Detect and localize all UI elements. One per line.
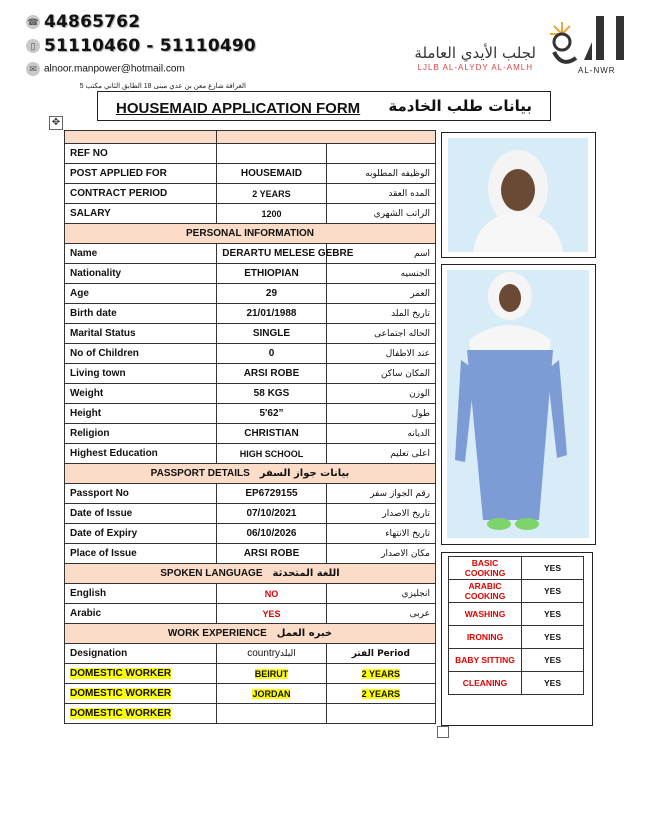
company-logo	[540, 12, 645, 74]
row-arabic: اعلى تعليم	[326, 444, 435, 464]
row-arabic: العمر	[326, 284, 435, 304]
work-country: BEIRUT	[254, 668, 289, 679]
post-arabic: الوظيفه المطلوبه	[326, 164, 435, 184]
ref-no-value	[217, 144, 326, 164]
skill-row	[449, 580, 584, 603]
row-arabic: الوزن	[326, 384, 435, 404]
table-row	[65, 604, 436, 624]
work-col-period: Period	[377, 648, 410, 659]
table-row	[65, 504, 436, 524]
passport-header-english: PASSPORT DETAILS	[150, 468, 250, 479]
row-arabic: اسم	[326, 244, 435, 264]
mobile-icon: ▯	[26, 39, 40, 53]
row-arabic: عند الاطفال	[326, 344, 435, 364]
row-value: HIGH SCHOOL	[217, 444, 326, 464]
portrait-photo	[448, 138, 588, 252]
ref-no-row	[65, 144, 436, 164]
work-header-arabic: خبره العمل	[276, 628, 333, 639]
work-period: 2 YEARS	[361, 688, 400, 699]
work-country: JORDAN	[252, 688, 291, 699]
salary-label: SALARY	[65, 204, 217, 224]
full-body-photo-frame	[441, 264, 596, 545]
work-section	[65, 664, 436, 724]
skill-row	[449, 626, 584, 649]
application-table	[64, 130, 436, 724]
row-value: 5'62”	[217, 404, 326, 424]
contract-value: 2 YEARS	[217, 184, 326, 204]
row-arabic: تاريخ الانتهاء	[326, 524, 435, 544]
row-value: 0	[217, 344, 326, 364]
address-text: الغرافة شارع معن بن عدي مبنى 18 الطابق الثاني مكتب 5	[79, 83, 246, 90]
personal-header: PERSONAL INFORMATION	[65, 224, 436, 244]
row-label: Nationality	[65, 264, 217, 284]
work-header-english: WORK EXPERIENCE	[167, 628, 267, 639]
row-label: Marital Status	[65, 324, 217, 344]
row-value: ETHIOPIAN	[217, 264, 326, 284]
move-handle-icon[interactable]: ✥	[49, 116, 63, 130]
ref-no-label: REF NO	[65, 144, 217, 164]
phone-icon: ☎	[27, 17, 39, 27]
row-label: Birth date	[65, 304, 217, 324]
row-label: Name	[65, 244, 217, 264]
row-arabic: مكان الاصدار	[326, 544, 435, 564]
post-label: POST APPLIED FOR	[65, 164, 217, 184]
portrait-illustration	[448, 138, 588, 252]
personal-header-row	[65, 224, 436, 244]
row-arabic: الجنسيه	[326, 264, 435, 284]
row-label: Highest Education	[65, 444, 217, 464]
skills-table	[448, 556, 584, 695]
row-arabic: رقم الجواز سفر	[326, 484, 435, 504]
contract-label: CONTRACT PERIOD	[65, 184, 217, 204]
row-label: Place of Issue	[65, 544, 217, 564]
skill-row	[449, 603, 584, 626]
form-title-box	[97, 91, 551, 121]
row-label: Height	[65, 404, 217, 424]
phone-alt-text: 51110460 - 51110490	[44, 36, 256, 56]
table-row	[65, 364, 436, 384]
row-arabic: الديانه	[326, 424, 435, 444]
row-value: 58 KGS	[217, 384, 326, 404]
table-row	[65, 584, 436, 604]
skill-row	[449, 557, 584, 580]
row-label: No of Children	[65, 344, 217, 364]
work-col-country: country	[247, 648, 281, 659]
contract-row	[65, 184, 436, 204]
work-designation: DOMESTIC WORKER	[70, 668, 172, 679]
row-label: English	[65, 584, 217, 604]
work-header-row	[65, 624, 436, 644]
row-arabic: طول	[326, 404, 435, 424]
row-arabic: عربى	[326, 604, 435, 624]
skill-name: BASIC COOKING	[449, 557, 522, 580]
work-designation: DOMESTIC WORKER	[70, 688, 172, 699]
table-row	[65, 524, 436, 544]
table-row	[65, 344, 436, 364]
form-title-english: HOUSEMAID APPLICATION FORM	[116, 100, 361, 117]
skill-value: YES	[522, 603, 584, 626]
contract-arabic: المده العقد	[326, 184, 435, 204]
work-columns-row	[65, 644, 436, 664]
logo-brand-text: AL-NWR	[578, 66, 616, 75]
passport-header-row	[65, 464, 436, 484]
row-value: NO	[217, 584, 326, 604]
language-header-arabic: اللغة المتحدثة	[272, 568, 340, 579]
row-label: Living town	[65, 364, 217, 384]
table-row	[65, 384, 436, 404]
row-arabic: انجليزي	[326, 584, 435, 604]
row-value: ARSI ROBE	[217, 544, 326, 564]
row-value: SINGLE	[217, 324, 326, 344]
logo-english-text: LJLB AL-ALYDY AL-AMLH	[417, 63, 533, 72]
row-label: Religion	[65, 424, 217, 444]
phone-main-text: 44865762	[44, 12, 141, 32]
logo-arabic-text: لجلب الأيدي العاملة	[414, 44, 536, 62]
email-icon: ✉	[26, 62, 40, 76]
table-row	[65, 304, 436, 324]
row-arabic: تاريخ الاصدار	[326, 504, 435, 524]
table-top-row	[65, 131, 436, 144]
row-value: YES	[217, 604, 326, 624]
row-label: Date of Expiry	[65, 524, 217, 544]
row-label: Age	[65, 284, 217, 304]
resize-handle[interactable]	[437, 726, 449, 738]
row-label: Arabic	[65, 604, 217, 624]
work-period: 2 YEARS	[361, 668, 400, 679]
row-value: EP6729155	[217, 484, 326, 504]
table-row	[65, 264, 436, 284]
salary-arabic: الراتب الشهري	[326, 204, 435, 224]
skill-name: ARABIC COOKING	[449, 580, 522, 603]
row-arabic: المكان ساكن	[326, 364, 435, 384]
contact-phone-alt	[26, 36, 256, 56]
salary-row	[65, 204, 436, 224]
skill-value: YES	[522, 557, 584, 580]
skill-name: CLEANING	[449, 672, 522, 695]
table-row	[65, 484, 436, 504]
row-value: 21/01/1988	[217, 304, 326, 324]
language-section	[65, 584, 436, 624]
row-label: Date of Issue	[65, 504, 217, 524]
skill-row	[449, 672, 584, 695]
skill-name: IRONING	[449, 626, 522, 649]
work-col-country-ar: البلد	[280, 649, 296, 659]
work-row	[65, 704, 436, 724]
work-col-designation: Designation	[65, 644, 217, 664]
table-row	[65, 424, 436, 444]
table-row	[65, 544, 436, 564]
row-value: ARSI ROBE	[217, 364, 326, 384]
skill-value: YES	[522, 626, 584, 649]
row-label: Weight	[65, 384, 217, 404]
passport-section	[65, 484, 436, 564]
skill-value: YES	[522, 580, 584, 603]
full-body-photo	[447, 270, 589, 538]
table-row	[65, 444, 436, 464]
salary-value: 1200	[217, 204, 326, 224]
row-value: DERARTU MELESE GEBRE	[217, 244, 326, 264]
form-title-arabic: بيانات طلب الخادمة	[388, 97, 532, 115]
skill-row	[449, 649, 584, 672]
row-label: Passport No	[65, 484, 217, 504]
skill-name: BABY SITTING	[449, 649, 522, 672]
work-col-period-ar: الفتر	[351, 648, 374, 659]
skill-value: YES	[522, 672, 584, 695]
contact-phone-main	[26, 12, 140, 32]
table-row	[65, 404, 436, 424]
skill-value: YES	[522, 649, 584, 672]
row-value: 29	[217, 284, 326, 304]
portrait-photo-frame	[441, 132, 596, 258]
row-value: CHRISTIAN	[217, 424, 326, 444]
work-designation: DOMESTIC WORKER	[70, 708, 172, 719]
language-header-english: SPOKEN LANGUAGE	[160, 568, 263, 579]
skill-name: WASHING	[449, 603, 522, 626]
table-row	[65, 324, 436, 344]
language-header-row	[65, 564, 436, 584]
row-value: 07/10/2021	[217, 504, 326, 524]
personal-section	[65, 244, 436, 464]
work-row	[65, 684, 436, 704]
full-body-illustration	[447, 270, 589, 538]
post-value: HOUSEMAID	[217, 164, 326, 184]
row-arabic: تاريخ الملد	[326, 304, 435, 324]
row-value: 06/10/2026	[217, 524, 326, 544]
work-row	[65, 664, 436, 684]
post-row	[65, 164, 436, 184]
table-row	[65, 284, 436, 304]
passport-header-arabic: بيانات جواز السفر	[259, 468, 350, 479]
email-text: alnoor.manpower@hotmail.com	[44, 63, 185, 75]
table-row	[65, 244, 436, 264]
row-arabic: الحاله اجتماعى	[326, 324, 435, 344]
